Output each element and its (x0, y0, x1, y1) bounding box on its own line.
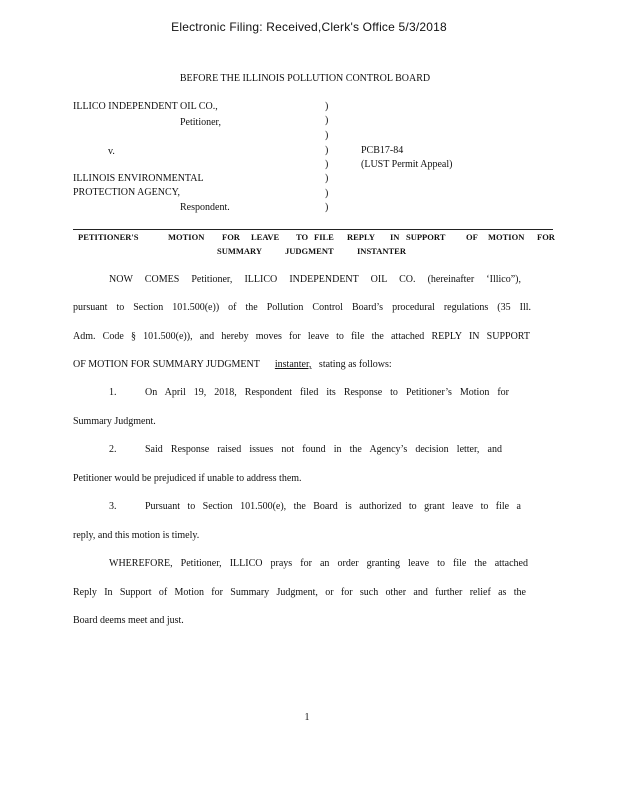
item-first-line: On April 19, 2018, Respondent filed its Response to Petitioner’s Motion for (145, 387, 509, 398)
intro-last-prefix: OF MOTION FOR SUMMARY JUDGMENT (73, 359, 260, 370)
title-word: TO (296, 232, 309, 242)
title-word: PETITIONER'S (78, 232, 139, 242)
item-number: 3. (109, 501, 117, 512)
caption-paren: ) (325, 173, 329, 184)
page-number: 1 (304, 712, 310, 723)
court-title: BEFORE THE ILLINOIS POLLUTION CONTROL BOARD (179, 73, 431, 84)
caption-paren: ) (325, 159, 329, 170)
title-word: JUDGMENT (285, 246, 334, 256)
caption-paren: ) (325, 145, 329, 156)
item-first-line: Pursuant to Section 101.500(e), the Board is authorized to grant leave to file a (145, 501, 521, 512)
intro-line: pursuant to Section 101.500(e)) of the Pollution Control Board’s procedural regulations (35 Ill. (73, 302, 531, 313)
respondent-name-line1: ILLINOIS ENVIRONMENTAL (73, 173, 204, 184)
title-rule (73, 229, 553, 230)
caption-paren: ) (325, 115, 329, 126)
caption-paren: ) (325, 130, 329, 141)
case-number: PCB17-84 (361, 145, 404, 156)
title-word: IN (390, 232, 400, 242)
instanter-text: instanter, (274, 359, 312, 370)
title-word: MOTION (168, 232, 205, 242)
title-word: SUPPORT (406, 232, 446, 242)
title-word: INSTANTER (357, 246, 406, 256)
item-number: 1. (109, 387, 117, 398)
wherefore-line: WHEREFORE, Petitioner, ILLICO prays for an order granting leave to file the attached (109, 558, 528, 569)
wherefore-last-line: Board deems meet and just. (73, 615, 184, 626)
intro-last-line (73, 359, 392, 370)
title-word: FOR (222, 232, 240, 242)
title-word: OF (466, 232, 478, 242)
item-continuation: Petitioner would be prejudiced if unable to address them. (73, 473, 302, 484)
filing-header: Electronic Filing: Received,Clerk's Office 5/3/2018 (171, 20, 447, 34)
respondent-name-line2: PROTECTION AGENCY, (73, 187, 181, 198)
intro-line: Adm. Code § 101.500(e)), and hereby moves for leave to file the attached REPLY IN SUPPORT (73, 331, 530, 342)
versus: v. (108, 146, 115, 157)
item-continuation: Summary Judgment. (73, 416, 156, 427)
petitioner-name: ILLICO INDEPENDENT OIL CO., (73, 101, 218, 112)
item-first-line: Said Response raised issues not found in the Agency’s decision letter, and (145, 444, 502, 455)
title-word: LEAVE (251, 232, 280, 242)
caption-paren: ) (325, 202, 329, 213)
title-word: SUMMARY (217, 246, 263, 256)
title-word: MOTION (488, 232, 525, 242)
wherefore-line: Reply In Support of Motion for Summary Judgment, or for such other and further relief as the (73, 587, 526, 598)
title-word: FILE (314, 232, 334, 242)
item-number: 2. (109, 444, 117, 455)
caption-paren: ) (325, 188, 329, 199)
intro-last-suffix: stating as follows: (318, 359, 392, 370)
title-word: REPLY (347, 232, 376, 242)
respondent-role: Respondent. (180, 202, 230, 213)
item-continuation: reply, and this motion is timely. (73, 530, 200, 541)
title-word: FOR (537, 232, 555, 242)
caption-paren: ) (325, 101, 329, 112)
petitioner-role: Petitioner, (180, 117, 221, 128)
case-type: (LUST Permit Appeal) (361, 159, 453, 170)
intro-line: NOW COMES Petitioner, ILLICO INDEPENDENT OIL CO. (hereinafter ‘Illico”), (109, 274, 521, 285)
